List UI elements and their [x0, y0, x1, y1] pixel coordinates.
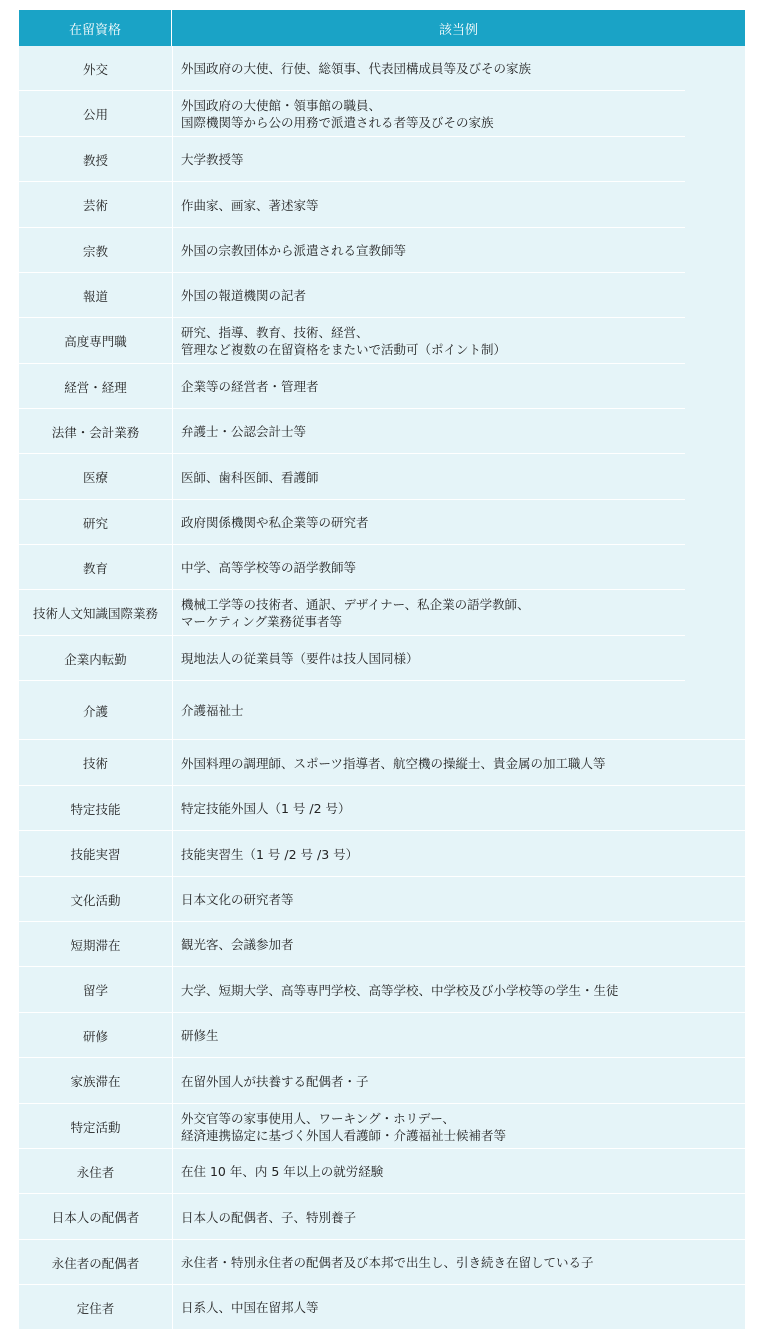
status-cell: 文化活動	[19, 877, 173, 922]
header-status: 在留資格	[19, 10, 172, 46]
status-cell: 報道	[19, 273, 173, 318]
status-cell: 経営・経理	[19, 364, 173, 409]
example-line: 研究、指導、教育、技術、経営、	[181, 325, 369, 340]
example-line: 機械工学等の技術者、通訳、デザイナー、私企業の語学教師、	[181, 597, 530, 612]
table-row	[19, 137, 745, 182]
example-line: 大学教授等	[181, 152, 244, 167]
table-row	[19, 681, 745, 740]
example-line: 管理など複数の在留資格をまたいで活動可（ポイント制）	[181, 342, 507, 357]
example-line: 研修生	[181, 1028, 219, 1043]
example-cell	[173, 137, 745, 182]
example-line: 中学、高等学校等の語学教師等	[181, 560, 357, 575]
table-row	[19, 967, 745, 1013]
table-row	[19, 1285, 745, 1330]
example-cell	[173, 91, 745, 137]
example-line: 政府関係機関や私企業等の研究者	[181, 515, 369, 530]
status-cell: 特定技能	[19, 786, 173, 831]
status-cell: 研究	[19, 500, 173, 545]
example-line: 技能実習生（1 号 /2 号 /3 号）	[181, 846, 359, 862]
example-cell	[173, 364, 745, 409]
table-row	[19, 831, 745, 877]
table-row	[19, 1104, 745, 1149]
example-line: 経済連携協定に基づく外国人看護師・介護福祉士候補者等	[181, 1127, 507, 1143]
table-row	[19, 1013, 745, 1058]
example-cell	[173, 545, 745, 590]
example-cell	[173, 590, 745, 636]
table-row	[19, 364, 745, 409]
status-cell: 法律・会計業務	[19, 409, 173, 454]
status-cell: 宗教	[19, 228, 173, 273]
table-row	[19, 454, 745, 500]
status-cell: 短期滞在	[19, 922, 173, 967]
example-line: 外国政府の大使館・領事館の職員、	[181, 98, 382, 113]
example-cell	[173, 636, 745, 681]
status-cell: 定住者	[19, 1285, 173, 1330]
example-line: 観光客、会議参加者	[181, 937, 294, 952]
example-cell	[173, 182, 745, 228]
table-row	[19, 590, 745, 636]
table-row	[19, 273, 745, 318]
example-line: 弁護士・公認会計士等	[181, 424, 307, 439]
status-cell: 特定活動	[19, 1104, 173, 1149]
example-line: 在留外国人が扶養する配偶者・子	[181, 1073, 369, 1089]
table-row	[19, 545, 745, 590]
table-row	[19, 877, 745, 922]
example-line: 在住 10 年、内 5 年以上の就労経験	[181, 1164, 384, 1179]
table-row	[19, 500, 745, 545]
table-row	[19, 1194, 745, 1240]
table-row	[19, 228, 745, 273]
example-line: 日本文化の研究者等	[181, 892, 294, 907]
example-cell	[173, 1285, 745, 1330]
example-line: 介護福祉士	[181, 703, 244, 718]
status-cell: 技能実習	[19, 831, 173, 877]
example-cell	[173, 273, 745, 318]
example-cell	[173, 967, 745, 1013]
status-cell: 企業内転勤	[19, 636, 173, 681]
example-line: 外国政府の大使、行使、総領事、代表団構成員等及びその家族	[181, 61, 532, 76]
status-cell: 教育	[19, 545, 173, 590]
example-line: 日本人の配偶者、子、特別養子	[181, 1209, 357, 1225]
status-cell: 公用	[19, 91, 173, 137]
status-cell: 高度専門職	[19, 318, 173, 364]
status-cell: 技術	[19, 740, 173, 786]
example-cell	[173, 1058, 745, 1104]
table-row	[19, 1149, 745, 1194]
example-line: 外国の報道機関の記者	[181, 288, 307, 303]
example-cell	[173, 1194, 745, 1240]
example-cell	[173, 786, 745, 831]
table-row	[19, 1058, 745, 1104]
table-row	[19, 1240, 745, 1285]
table-row	[19, 409, 745, 454]
status-cell: 家族滞在	[19, 1058, 173, 1104]
example-cell	[173, 1013, 745, 1058]
status-cell: 永住者	[19, 1149, 173, 1194]
table-row	[19, 46, 745, 91]
example-cell	[173, 1104, 745, 1149]
example-cell	[173, 681, 745, 740]
table-row	[19, 922, 745, 967]
status-cell: 日本人の配偶者	[19, 1194, 173, 1240]
example-line: 企業等の経営者・管理者	[181, 379, 319, 394]
example-cell	[173, 228, 745, 273]
status-cell: 技術人文知識国際業務	[19, 590, 173, 636]
example-line: 外国料理の調理師、スポーツ指導者、航空機の操縦士、貴金属の加工職人等	[181, 755, 606, 771]
status-cell: 永住者の配偶者	[19, 1240, 173, 1285]
example-cell	[173, 740, 745, 786]
example-cell	[173, 454, 745, 500]
example-line: 外国の宗教団体から派遣される宣教師等	[181, 243, 407, 258]
table-row	[19, 740, 745, 786]
status-cell: 芸術	[19, 182, 173, 228]
example-line: 外交官等の家事使用人、ワーキング・ホリデー、	[181, 1110, 455, 1126]
example-line: 医師、歯科医師、看護師	[181, 469, 319, 485]
example-cell	[173, 877, 745, 922]
status-cell: 外交	[19, 46, 173, 91]
example-cell	[173, 1240, 745, 1285]
table-row	[19, 182, 745, 228]
example-line: 特定技能外国人（1 号 /2 号）	[181, 801, 351, 816]
status-cell: 研修	[19, 1013, 173, 1058]
example-line: 国際機関等から公の用務で派遣される者等及びその家族	[181, 115, 494, 130]
example-line: 現地法人の従業員等（要件は技人国同様）	[181, 651, 419, 666]
table-row	[19, 786, 745, 831]
status-cell: 教授	[19, 137, 173, 182]
example-cell	[173, 46, 745, 91]
status-cell: 介護	[19, 681, 173, 740]
table-row	[19, 636, 745, 681]
example-cell	[173, 409, 745, 454]
header-examples: 該当例	[438, 22, 478, 38]
status-cell: 留学	[19, 967, 173, 1013]
table-row	[19, 91, 745, 137]
example-line: 永住者・特別永住者の配偶者及び本邦で出生し、引き続き在留している子	[181, 1255, 594, 1270]
example-cell	[173, 922, 745, 967]
status-cell: 医療	[19, 454, 173, 500]
example-cell	[173, 500, 745, 545]
example-line: 作曲家、画家、著述家等	[181, 197, 319, 213]
example-line: マーケティング業務従事者等	[181, 614, 343, 629]
example-cell	[173, 1149, 745, 1194]
example-cell	[173, 831, 745, 877]
example-line: 日系人、中国在留邦人等	[181, 1300, 319, 1315]
example-cell	[173, 318, 745, 364]
visa-status-table	[19, 10, 745, 1330]
table-row	[19, 318, 745, 364]
example-line: 大学、短期大学、高等専門学校、高等学校、中学校及び小学校等の学生・生徒	[181, 982, 619, 998]
table-header	[19, 10, 745, 46]
